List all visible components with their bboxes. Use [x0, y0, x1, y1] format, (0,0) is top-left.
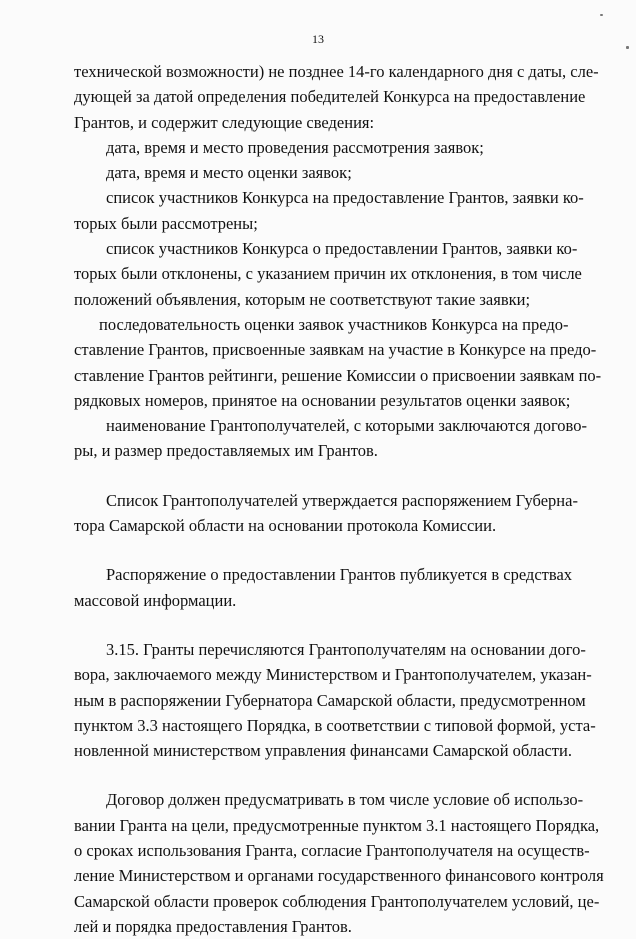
paragraph-gap — [74, 538, 558, 562]
text-line: торых были отклонены, с указанием причин их отклонения, в том числе — [74, 264, 582, 284]
text-line: массовой информации. — [74, 590, 237, 610]
list-item: список участников Конкурса на предоставление Грантов, заявки ко- — [106, 188, 584, 208]
text-line: о сроках использования Гранта, согласие Грантополучателя на осуществ- — [74, 841, 590, 861]
list-item: наименование Грантополучателей, с которыми заключаются догово- — [106, 416, 587, 436]
text-line: вора, заключаемого между Министерством и Грантополучателем, указан- — [74, 665, 592, 685]
page-number: 13 — [312, 32, 324, 46]
paragraph-first-line: Распоряжение о предоставлении Грантов публикуется в средствах — [106, 565, 573, 585]
text-line: ставление Грантов, присвоенные заявкам на участие в Конкурсе на предо- — [74, 340, 597, 360]
document-body — [74, 59, 604, 939]
scan-speck-top — [600, 14, 603, 16]
paragraph-gap — [74, 613, 558, 637]
text-line: рядковых номеров, принятое на основании результатов оценки заявок; — [74, 390, 571, 410]
text-line: Грантов, и содержит следующие сведения: — [74, 112, 375, 132]
list-item: последовательность оценки заявок участников Конкурса на предо- — [99, 314, 569, 334]
list-item: дата, время и место проведения рассмотрения заявок; — [106, 137, 484, 157]
text-line: технической возможности) не позднее 14-го календарного дня с даты, сле- — [74, 62, 599, 81]
text-line: новленной министерством управления финансами Самарской области. — [74, 741, 572, 761]
paragraph-first-line: Список Грантополучателей утверждается распоряжением Губерна- — [106, 490, 578, 510]
text-line: вании Гранта на цели, предусмотренные пунктом 3.1 настоящего Порядка, — [74, 815, 600, 835]
text-line: торых были рассмотрены; — [74, 213, 258, 233]
paragraph-gap — [74, 464, 558, 488]
paragraph-gap — [74, 763, 558, 787]
list-item: дата, время и место оценки заявок; — [106, 163, 352, 183]
text-line: ры, и размер предоставляемых им Грантов. — [74, 441, 378, 461]
paragraph-first-line: Договор должен предусматривать в том числе условие об использо- — [106, 790, 584, 810]
list-item: список участников Конкурса о предоставлении Грантов, заявки ко- — [106, 239, 578, 259]
text-line: ставление Грантов рейтинги, решение Комиссии о присвоении заявкам по- — [74, 365, 602, 385]
text-line: ление Министерством и органами государственного финансового контроля — [74, 866, 604, 886]
text-line: дующей за датой определения победителей Конкурса на предоставление — [74, 87, 586, 107]
text-line: ным в распоряжении Губернатора Самарской области, предусмотренном — [74, 690, 586, 710]
text-line: положений объявления, которым не соответствуют такие заявки; — [74, 289, 531, 309]
text-line: пунктом 3.3 настоящего Порядка, в соответствии с типовой формой, уста- — [74, 715, 596, 735]
clause-3-15-first-line: 3.15. Гранты перечисляются Грантополучателям на основании дого- — [106, 639, 586, 659]
text-line: лей и порядка предоставления Грантов. — [74, 916, 352, 936]
text-line: тора Самарской области на основании протокола Комиссии. — [74, 516, 497, 536]
text-line: Самарской области проверок соблюдения Грантополучателем условий, це- — [74, 891, 600, 911]
